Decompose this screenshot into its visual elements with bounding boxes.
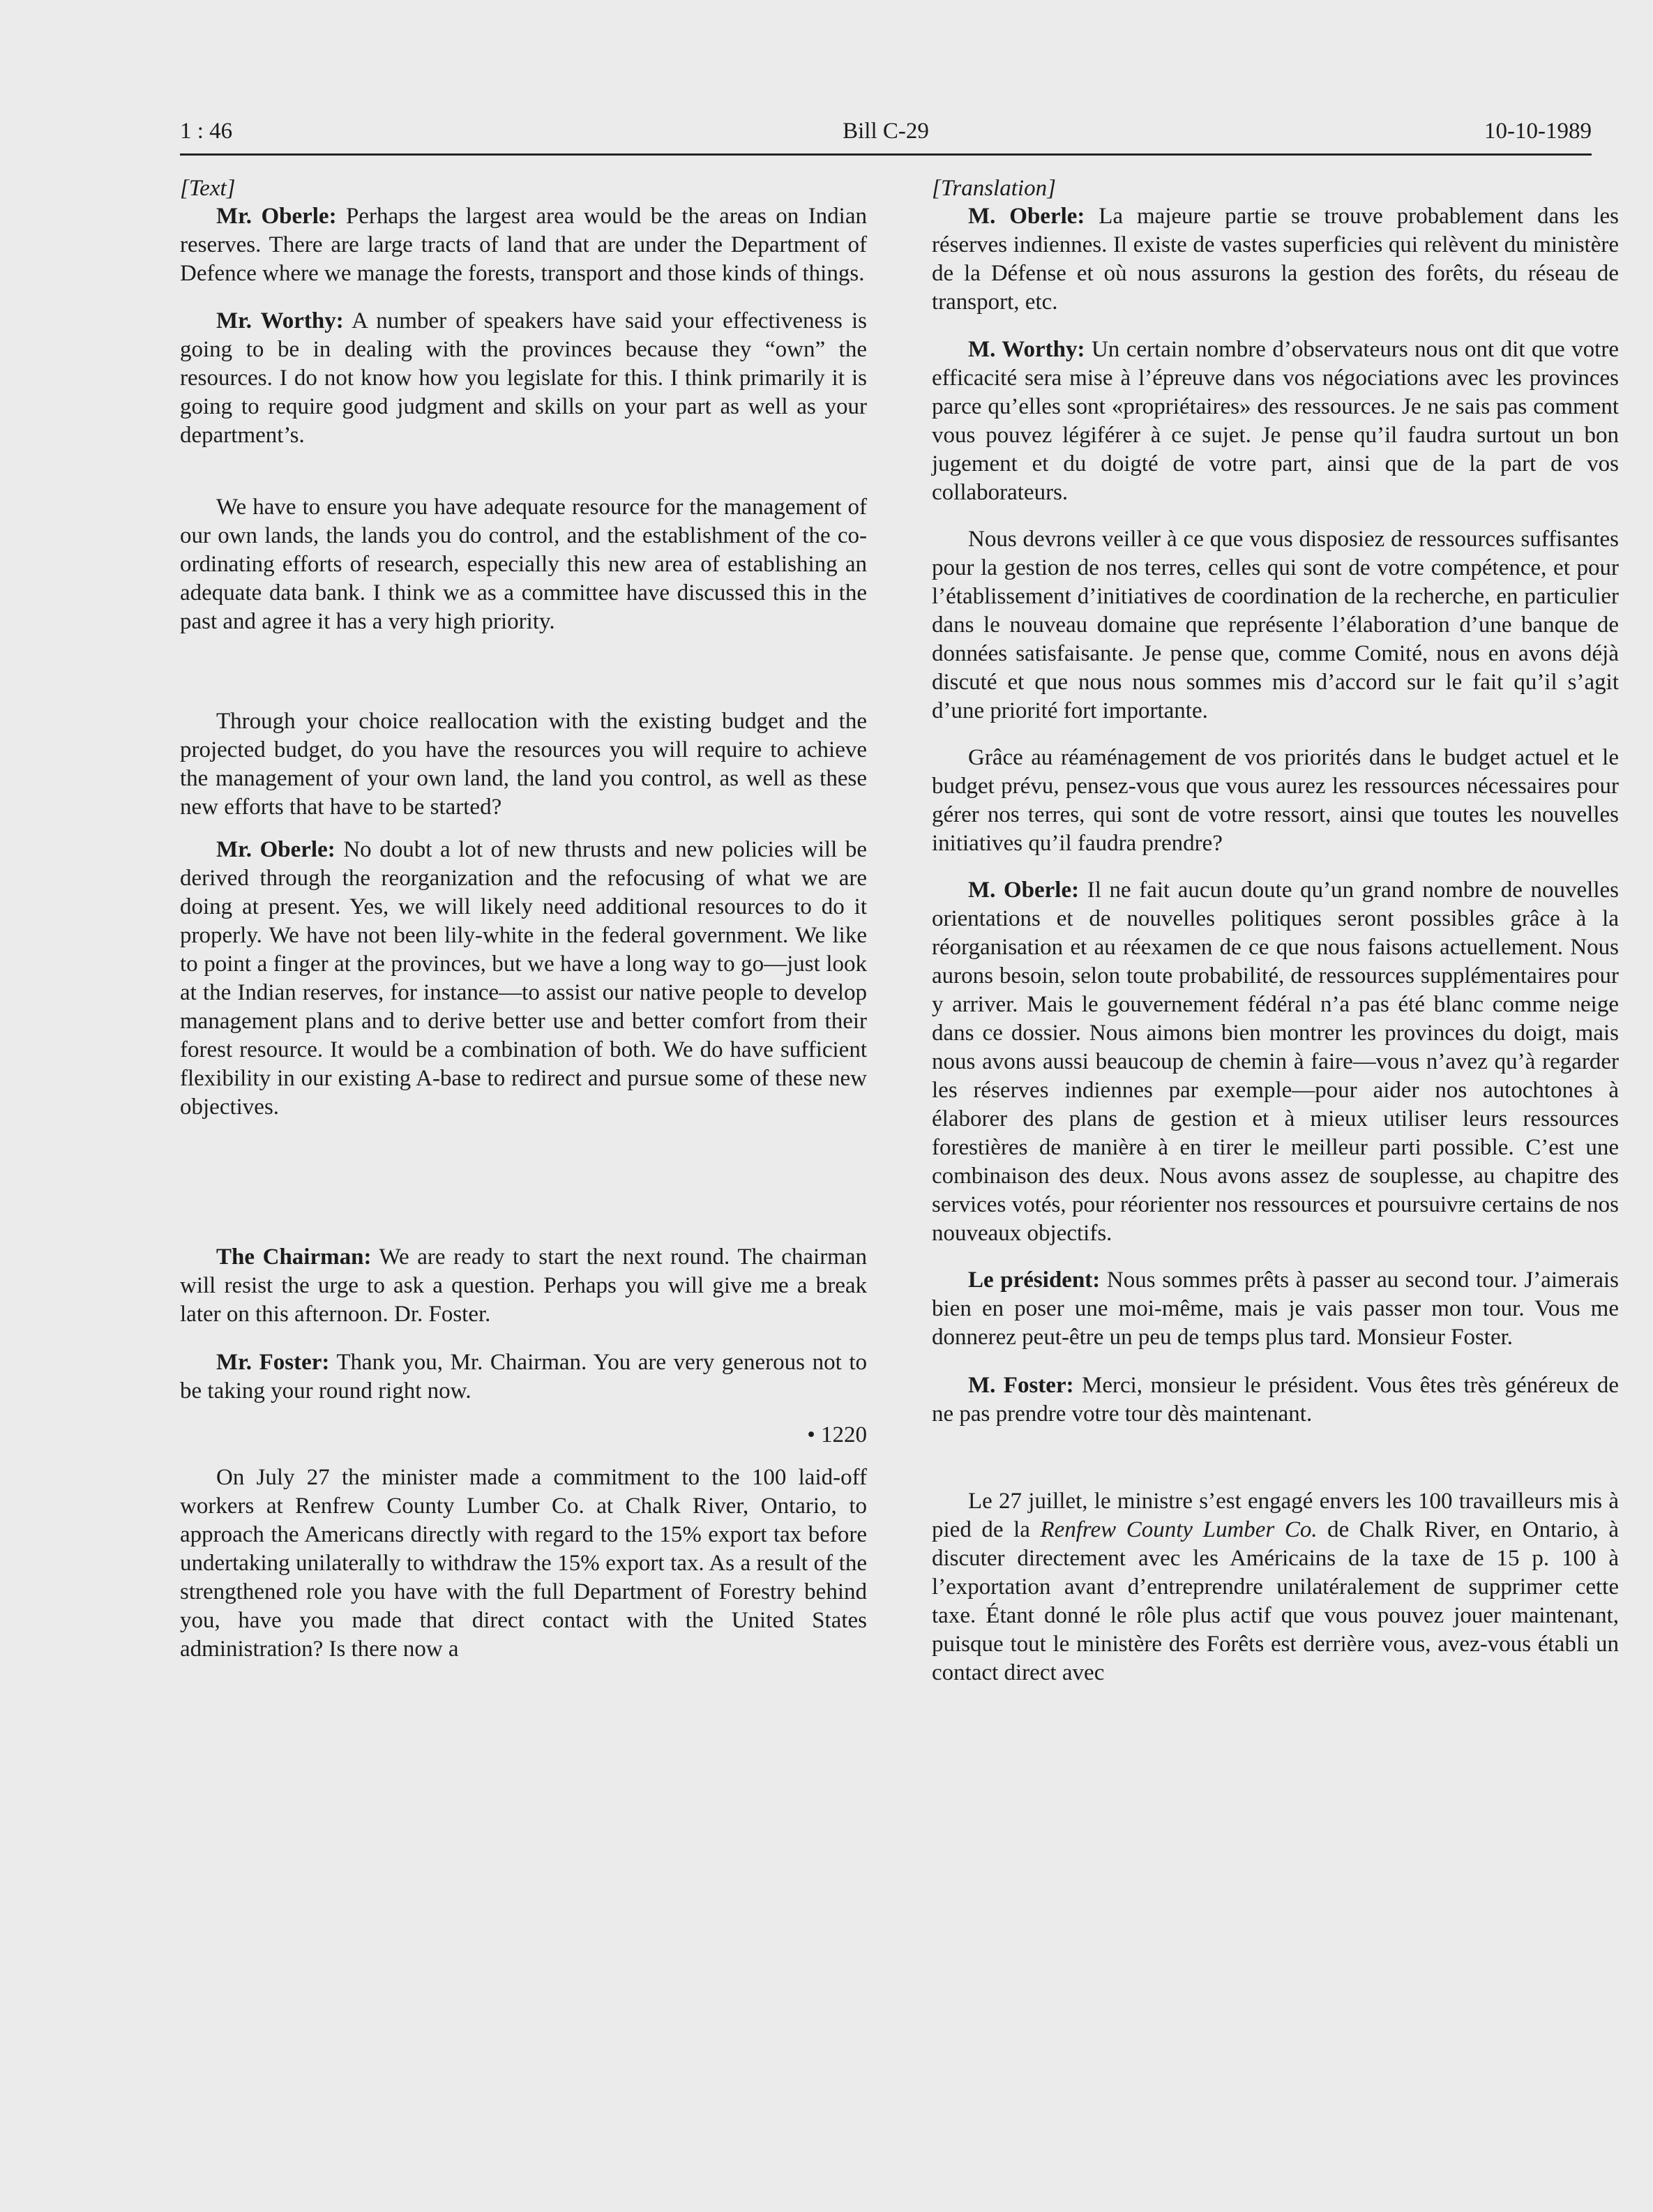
paragraph-text: Un certain nombre d’observateurs nous ont dit que votre efficacité sera mise à l’épreuve dans vos négociations avec les provinces parce qu’elles sont «propriétaires» des ressources. Je ne sais pas comment vous pouvez légiférer à ce sujet. Je pense qu’il faudra surtout un bon jugement et du doigté de votre part, ainsi que de la part de vos collaborateurs. bbox=[932, 337, 1619, 505]
paragraph bbox=[180, 1243, 867, 1329]
timestamp: • 1220 bbox=[807, 1422, 867, 1447]
paragraph: Through your choice reallocation with the existing budget and the projected budget, do you have the resources you will require to achieve the management of your own land, the land you control, as well as these new efforts that have to be started? bbox=[180, 709, 867, 820]
paragraph-text: No doubt a lot of new thrusts and new policies will be derived through the reorganization and the refocusing of what we are doing at present. Yes, we will likely need additional resources to do it properly. We have not been lily-white in the federal government. We like to point a finger at the provinces, but we have a long way to go—just look at the Indian reserves, for instance—to assist our native people to develop management plans and to derive better use and better comfort from their forest resource. It would be a combination of both. We do have sufficient flexibility in our existing A-base to redirect and pursue some of these new objectives. bbox=[180, 837, 868, 1120]
page-date: 10-10-1989 bbox=[1484, 119, 1592, 144]
paragraph: Grâce au réaménagement de vos priorités dans le budget actuel et le budget prévu, pensez-vous que vous aurez les ressources nécessaires pour gérer nos terres, qui sont de votre ressort, ainsi que toutes les nouvelles initiatives qu’il faudra prendre? bbox=[932, 745, 1619, 856]
paragraph-text: Perhaps the largest area would be the areas on Indian reserves. There are large tracts of land that are under the Department of Defence where we manage the forests, transport and those kinds of things. bbox=[180, 204, 867, 286]
paragraph bbox=[932, 202, 1619, 317]
paragraph-text: Le 27 juillet, le ministre s’est engagé envers les 100 travailleurs mis à pied de la bbox=[932, 1489, 1619, 1542]
paragraph-text: A number of speakers have said your effectiveness is going to be in dealing with the provinces because they “own” the resources. I do not know how you legislate for this. I think primarily it is going to require good judgment and skills on your part as well as your department’s. bbox=[180, 308, 867, 448]
paragraph bbox=[180, 836, 867, 1122]
speaker-name: The Chairman: bbox=[216, 1244, 372, 1270]
paragraph bbox=[932, 876, 1619, 1248]
paragraph bbox=[180, 1348, 867, 1406]
paragraph-text: de Chalk River, en Ontario, à discuter directement avec les Américains de la taxe de 15 p. 100 à l’exportation avant d’entreprendre unilatéralement de supprimer cette taxe. Étant donné le rôle plus actif que vous pouvez jouer maintenant, puisque tout le ministère des Forêts est derrière vous, avez-vous établi un contact direct avec bbox=[932, 1517, 1619, 1685]
speaker-name: Mr. Worthy: bbox=[216, 308, 344, 333]
speaker-name: Mr. Foster: bbox=[216, 1350, 330, 1375]
paragraph bbox=[932, 1266, 1619, 1352]
paragraph bbox=[932, 1371, 1619, 1429]
company-name: Renfrew County Lumber Co. bbox=[1040, 1517, 1318, 1542]
paragraph-text: La majeure partie se trouve probablement dans les réserves indiennes. Il existe de vastes superficies qui relèvent du ministère de la Défense et où nous assurons la gestion des forêts, du réseau de transport, etc. bbox=[932, 204, 1619, 315]
french-column bbox=[932, 174, 1619, 1687]
paragraph-text: Nous sommes prêts à passer au second tour. J’aimerais bien en poser une moi-même, mais je vais passer mon tour. Vous me donnerez peut-être un peu de temps plus tard. Monsieur Foster. bbox=[932, 1267, 1619, 1350]
paragraph bbox=[180, 307, 867, 450]
page-header bbox=[180, 119, 1592, 153]
paragraph-text: Il ne fait aucun doute qu’un grand nombre de nouvelles orientations et de nouvelles politiques seront possibles grâce à la réorganisation et au réexamen de ce que nous faisons actuellement. Nous aurons besoin, selon toute probabilité, de ressources supplémentaires pour y arriver. Mais le gouvernement fédéral n’a pas été blanc comme neige dans ce dossier. Nous aimons bien montrer les provinces du doigt, mais nous avons aussi beaucoup de chemin à faire—vous n’avez qu’à regarder les réserves indiennes par exemple—pour aider nos autochtones à élaborer des plans de gestion et à mieux utiliser leurs ressources forestières de manière à en tirer le meilleur parti possible. C’est une combinaison des deux. Nous avons assez de souplesse, au chapitre des services votés, pour réorienter nos ressources et poursuivre certains de nos nouveaux objectifs. bbox=[932, 878, 1619, 1246]
paragraph-text: We are ready to start the next round. The chairman will resist the urge to ask a question. Perhaps you will give me a break later on this afternoon. Dr. Foster. bbox=[180, 1244, 867, 1327]
speaker-name: Mr. Oberle: bbox=[216, 837, 335, 862]
paragraph bbox=[180, 202, 867, 288]
paragraph bbox=[932, 336, 1619, 507]
paragraph-text: Merci, monsieur le président. Vous êtes très généreux de ne pas prendre votre tour dès maintenant. bbox=[932, 1373, 1619, 1427]
paragraph: On July 27 the minister made a commitment to the 100 laid-off workers at Renfrew County Lumber Co. at Chalk River, Ontario, to approach the Americans directly with regard to the 15% export tax before undertaking unilaterally to withdraw the 15% export tax. As a result of the strengthened role you have with the full Department of Forestry behind you, have you made that direct contact with the United States administration? Is there now a bbox=[180, 1465, 867, 1662]
paragraph bbox=[932, 1487, 1619, 1687]
paragraph-text: Thank you, Mr. Chairman. You are very generous not to be taking your round right now. bbox=[180, 1350, 867, 1404]
english-column bbox=[180, 174, 867, 1664]
speaker-name: M. Foster: bbox=[968, 1373, 1074, 1398]
language-label: [Translation] bbox=[932, 176, 1056, 201]
speaker-name: M. Worthy: bbox=[968, 337, 1085, 362]
language-label: [Text] bbox=[180, 176, 236, 201]
speaker-name: M. Oberle: bbox=[968, 204, 1085, 229]
page-number: 1 : 46 bbox=[180, 119, 233, 144]
speaker-name: Le président: bbox=[968, 1267, 1101, 1293]
paragraph: Nous devrons veiller à ce que vous disposiez de ressources suffisantes pour la gestion de nos terres, celles qui sont de votre compétence, et pour l’établissement d’initiatives de coordination de la recherche, en particulier dans le nouveau domaine que représente l’élaboration d’une banque de données satisfaisante. Je pense que, comme Comité, nous en avons déjà discuté et que nous nous sommes mis d’accord sur le fait qu’il s’agit d’une priorité fort importante. bbox=[932, 527, 1619, 723]
paragraph: We have to ensure you have adequate resource for the management of our own lands, the lands you do control, and the establishment of the co-ordinating efforts of research, especially this new area of establishing an adequate data bank. I think we as a committee have discussed this in the past and agree it has a very high priority. bbox=[180, 495, 867, 634]
bill-title: Bill C-29 bbox=[843, 119, 929, 144]
header-rule bbox=[180, 153, 1592, 156]
speaker-name: M. Oberle: bbox=[968, 878, 1080, 903]
speaker-name: Mr. Oberle: bbox=[216, 204, 337, 229]
